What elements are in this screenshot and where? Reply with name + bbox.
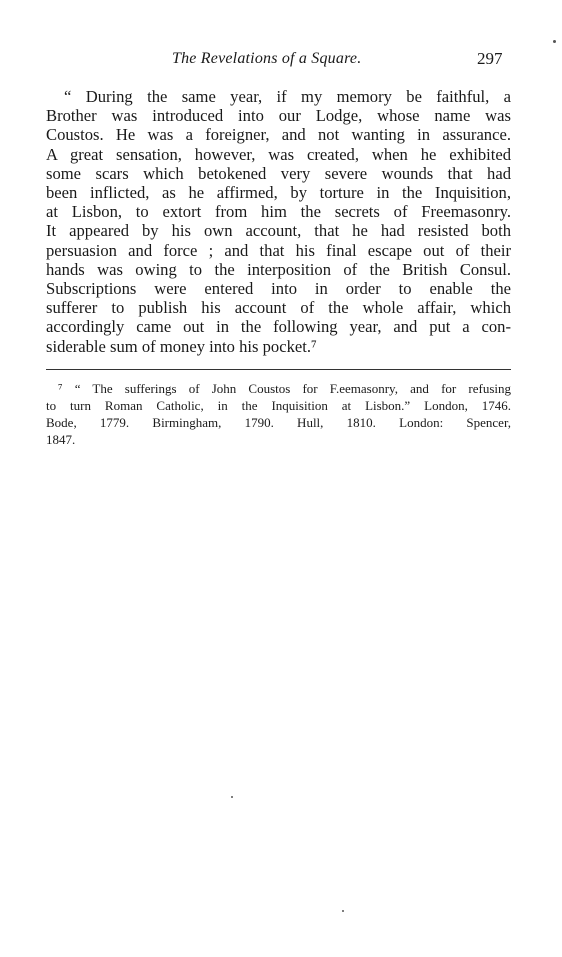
- page-number: 297: [477, 49, 503, 68]
- body-line: Subscriptions were entered into in order to enable the: [46, 279, 511, 299]
- footnote: [46, 380, 511, 448]
- scan-speck: [231, 796, 233, 798]
- body-paragraph: [46, 87, 511, 356]
- footnote-line: Bode, 1779. Birmingham, 1790. Hull, 1810. London: Spencer,: [46, 415, 511, 430]
- footnote-line: to turn Roman Catholic, in the Inquisition at Lisbon.” London, 1746.: [46, 398, 511, 413]
- footnote-line: ⁷ “ The sufferings of John Coustos for F.eemasonry, and for refusing: [58, 381, 511, 396]
- body-line: Coustos. He was a foreigner, and not wanting in assurance.: [46, 125, 511, 145]
- body-line: A great sensation, however, was created, when he exhibited: [46, 144, 511, 164]
- body-line: been inflicted, as he affirmed, by torture in the Inquisition,: [46, 183, 511, 203]
- body-line: Brother was introduced into our Lodge, whose name was: [46, 106, 511, 126]
- body-line: persuasion and force ; and that his final escape out of their: [46, 240, 511, 260]
- body-line: accordingly came out in the following year, and put a con-: [46, 317, 511, 337]
- scan-speck: [342, 910, 344, 912]
- body-line: at Lisbon, to extort from him the secrets of Freemasonry.: [46, 202, 511, 222]
- footnote-divider: [46, 369, 511, 370]
- running-head-title: The Revelations of a Square.: [172, 50, 362, 67]
- body-line: some scars which betokened very severe wounds that had: [46, 163, 511, 183]
- body-line: It appeared by his own account, that he had resisted both: [46, 221, 511, 241]
- body-line: siderable sum of money into his pocket.⁷: [46, 336, 317, 356]
- body-line: hands was owing to the interposition of the British Consul.: [46, 259, 511, 279]
- body-line: “ During the same year, if my memory be faithful, a: [64, 87, 511, 106]
- footnote-line: 1847.: [46, 432, 76, 447]
- body-line: sufferer to publish his account of the whole affair, which: [46, 298, 511, 318]
- scan-speck: [553, 40, 556, 43]
